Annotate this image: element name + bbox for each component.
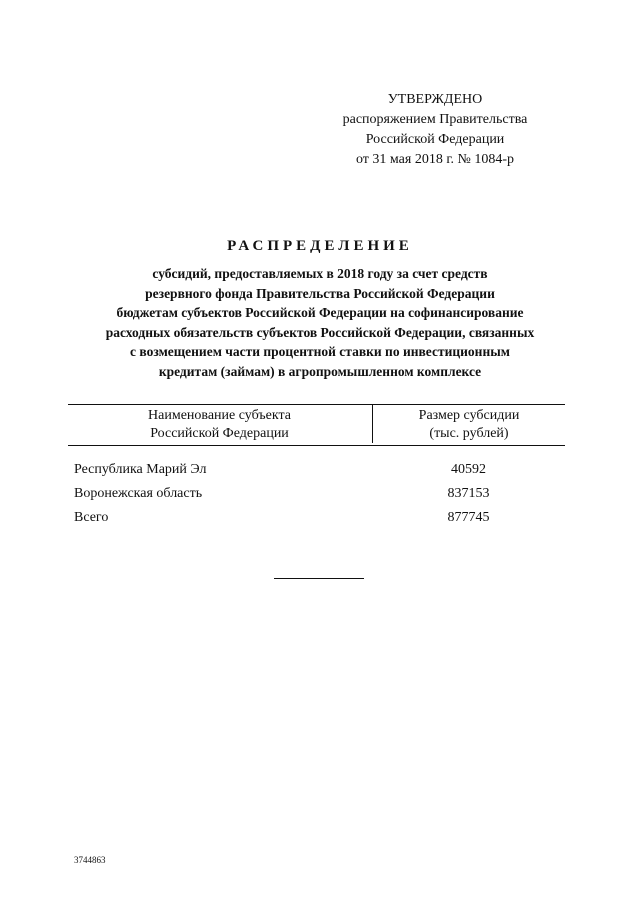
row-total-amount: 877745 — [447, 510, 490, 525]
approval-line: Российской Федерации — [365, 132, 505, 147]
end-separator-line — [274, 578, 364, 579]
approval-heading: УТВЕРЖДЕНО — [387, 92, 483, 107]
header-amount-column — [372, 405, 565, 443]
header-name-column — [68, 407, 371, 443]
header-name-line: Российской Федерации — [150, 426, 289, 441]
row-region-name: Республика Марий Эл — [74, 462, 207, 477]
subtitle-line: бюджетам субъектов Российской Федерации на софинансирование — [116, 305, 524, 320]
subtitle-line: расходных обязательств субъектов Российской Федерации, связанных — [105, 324, 535, 340]
row-amount: 40592 — [451, 462, 486, 477]
document-title: РАСПРЕДЕЛЕНИЕ — [227, 238, 413, 254]
header-name-line: Наименование субъекта — [148, 408, 291, 423]
table-body — [68, 462, 565, 534]
header-amount-line: Размер субсидии — [418, 408, 520, 423]
subtitle-line: кредитам (займам) в агропромышленном комплексе — [158, 363, 482, 379]
approval-line: распоряжением Правительства — [342, 112, 528, 127]
subtitle-line: с возмещением части процентной ставки по инвестиционным — [130, 344, 510, 359]
approval-block — [330, 90, 540, 170]
table-row — [68, 486, 565, 510]
row-region-name: Воронежская область — [74, 486, 203, 501]
table-header — [68, 404, 565, 446]
approval-date-line: от 31 мая 2018 г. № 1084-р — [355, 152, 515, 167]
table-row-total — [68, 510, 565, 534]
row-total-label: Всего — [74, 510, 109, 525]
document-subtitle — [70, 264, 570, 381]
row-amount: 837153 — [447, 486, 490, 501]
document-number: 3744863 — [74, 855, 106, 865]
header-amount-line: (тыс. рублей) — [429, 426, 509, 441]
subtitle-line: субсидий, предоставляемых в 2018 году за счет средств — [152, 266, 488, 281]
subsidy-table — [68, 404, 565, 534]
subtitle-line: резервного фонда Правительства Российской Федерации — [145, 285, 495, 301]
table-row — [68, 462, 565, 486]
